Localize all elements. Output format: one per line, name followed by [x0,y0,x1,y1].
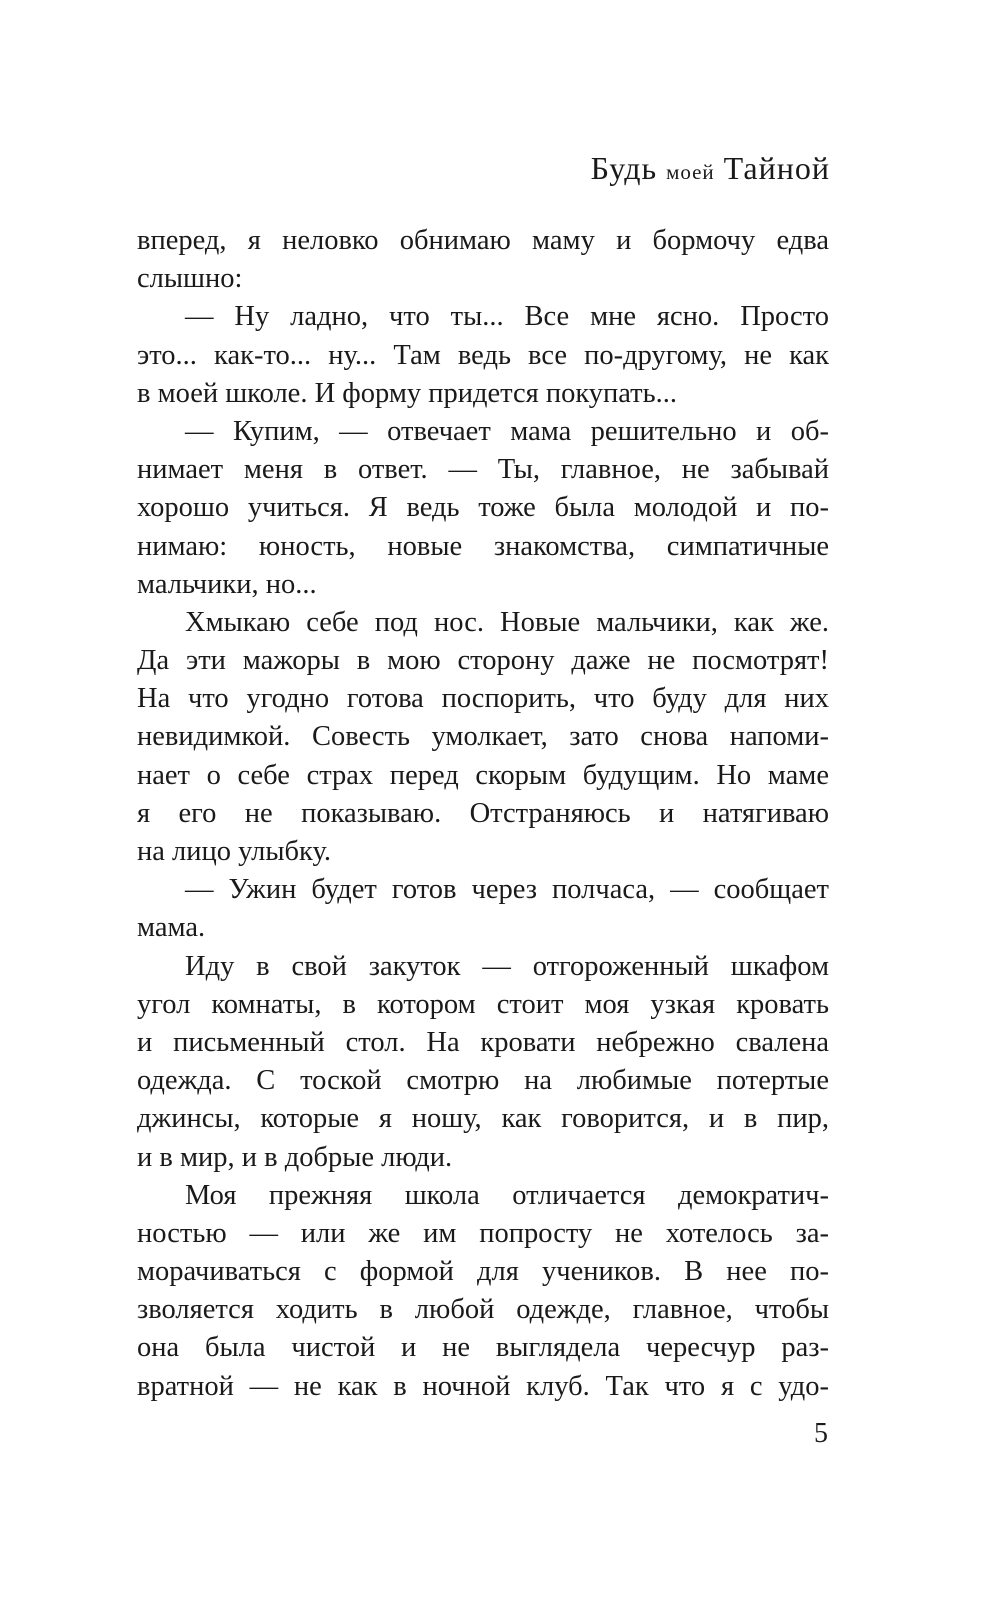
text-line: вратной — не как в ночной клуб. Так что я с удо- [137,1370,829,1402]
text-line: мальчики, но... [137,568,317,600]
page-number: 5 [814,1418,828,1449]
text-line: джинсы, которые я ношу, как говорится, и в пир, [137,1103,829,1135]
text-line: На что угодно готова поспорить, что буду для них [137,683,829,715]
text-line: — Купим, — отвечает мама решительно и об- [185,415,829,447]
text-line: мама. [137,912,206,944]
text-line: я его не показываю. Отстраняюсь и натягиваю [137,797,829,829]
text-line: нает о себе страх перед скорым будущим. Но маме [137,759,829,791]
text-line: угол комнаты, в котором стоит моя узкая кровать [137,988,829,1020]
text-line: Да эти мажоры в мою сторону даже не посмотрят! [137,645,829,677]
running-head-word-3: Тайной [723,150,830,186]
text-line: зволяется ходить в любой одежде, главное, чтобы [137,1294,829,1326]
text-line: ностью — или же им попросту не хотелось за- [137,1217,829,1249]
text-line: нимает меня в ответ. — Ты, главное, не забывай [137,454,829,486]
text-line: слышно: [137,263,243,295]
text-line: и письменный стол. На кровати небрежно свалена [137,1026,829,1058]
running-head [591,150,830,187]
text-line: — Ну ладно, что ты... Все мне ясно. Просто [185,301,829,333]
body-text [137,222,829,1406]
text-line: Хмыкаю себе под нос. Новые мальчики, как же. [185,606,829,638]
text-line: хорошо учиться. Я ведь тоже была молодой и по- [137,492,829,524]
running-head-word-2: моей [666,160,715,184]
text-line: Моя прежняя школа отличается демократич- [185,1179,829,1211]
text-line: в моей школе. И форму придется покупать... [137,377,678,409]
text-line: на лицо улыбку. [137,836,331,867]
text-line: невидимкой. Совесть умолкает, зато снова напоми- [137,721,829,753]
text-line: она была чистой и не выглядела чересчур раз- [137,1332,829,1364]
text-line: одежда. С тоской смотрю на любимые потертые [137,1065,829,1097]
text-line: нимаю: юность, новые знакомства, симпатичные [137,530,829,562]
text-line: — Ужин будет готов через полчаса, — сообщает [185,874,829,906]
text-line: это... как-то... ну... Там ведь все по-другому, не как [137,339,829,371]
text-line: морачиваться с формой для учеников. В нее по- [137,1256,829,1288]
text-line: Иду в свой закуток — отгороженный шкафом [185,950,829,982]
running-head-word-1: Будь [590,150,658,186]
text-line: и в мир, и в добрые люди. [137,1141,453,1173]
text-line: вперед, я неловко обнимаю маму и бормочу едва [137,225,829,256]
